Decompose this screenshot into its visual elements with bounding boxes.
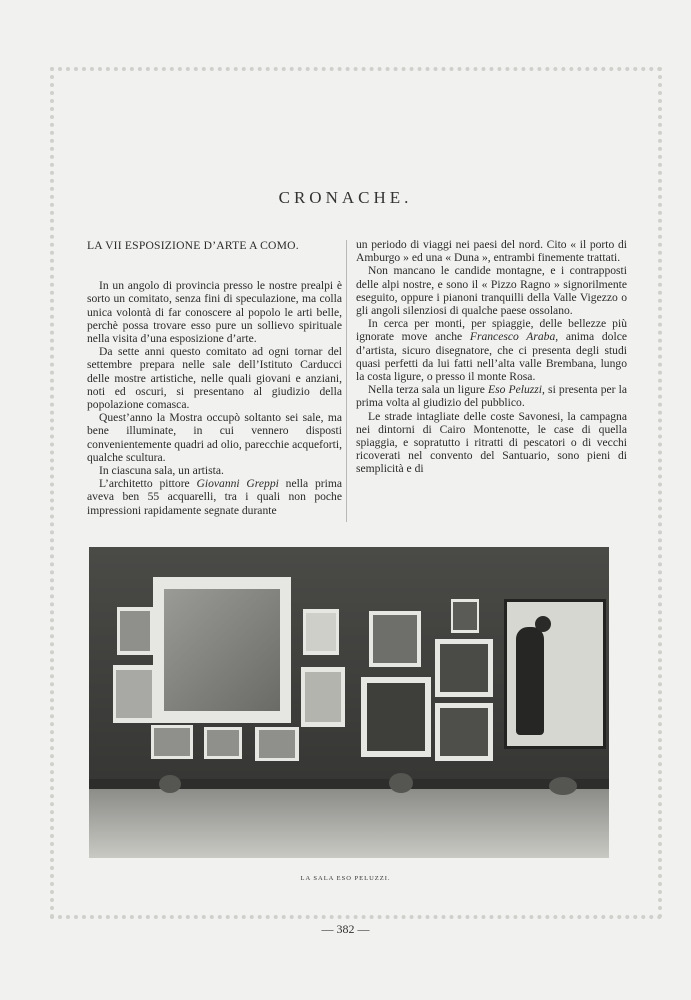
text-span: nella prima aveva ben 55 acquarelli, tra i quali non poche impressioni rapidamente segnate durante [87,477,343,517]
painting-large [153,577,291,723]
left-paragraph-3: Quest’anno la Mostra occupò soltanto sei sale, ma bene illuminate, in cui vennero disposti convenientemente quadri ad olio, parecchie acqueforti, qualche scultura. [87,411,342,464]
photo-figure-head [535,616,551,632]
right-paragraph-2: Non mancano le candide montagne, e i contrapposti delle alpi nostre, e sono il « Pizzo Ragno » signorilmente eseguito, oppure i pianoni tranquilli della Valle Vigezzo o gli angoli silenziosi di qualche paese ossolano. [356,264,627,318]
text-span: L’architetto pittore [99,477,197,491]
photo-figure [516,627,544,735]
right-paragraph-5: Le strade intagliate delle coste Savonesi, la campagna nei dintorni di Cairo Montenotte, le case di quella spiaggia, e sopratutto i ritratti di pescatori o di vecchi ricoverati nel convento del Santuario, sono pieni di semplicità e di [356,409,627,476]
portrait-painting [369,611,421,667]
photo-plant [159,775,181,793]
photo-floor [89,787,609,858]
left-paragraph-1: In un angolo di provincia presso le nostre prealpi è sorto un comitato, senza fini di speculazione, ma colla unica volontà di far conoscere al popolo le arti belle, perchè possa trovare esso pure un sollievo spirituale nella visita d’una esposizione d’arte. [87,279,342,346]
portrait-painting [435,639,493,697]
right-paragraph-4 [356,383,627,409]
section-title: CRONACHE. [278,188,413,207]
portrait-painting [451,599,479,633]
photo-plant [549,777,577,795]
text-span: In cerca per monti, per spiaggie, delle bellezze più ignorate move anche [356,317,627,344]
right-column [356,238,627,476]
artist-name: Eso Peluzzi [487,383,543,397]
left-paragraph-5 [87,477,342,517]
page-number: — 382 — [321,922,370,936]
exhibition-photograph [89,547,609,858]
painting-small [151,725,193,759]
painting-small [303,609,339,655]
text-span: , anima dolce d’artista, sicuro disegnatore, che ci presenta degli studi quasi perfetti da lui fatti nell’alta valle Brembana, lungo la costa ligure, o presso il monte Rosa. [356,330,627,384]
right-paragraph-3 [356,317,627,383]
photo-plant [389,773,413,793]
right-paragraph-1: un periodo di viaggi nei paesi del nord. Cito « il porto di Amburgo » ed una « Duna », entrambi finemente trattati. [356,238,627,265]
left-paragraph-4: In ciascuna sala, un artista. [99,464,224,478]
painting-small [204,727,242,759]
painting-small [117,607,153,655]
left-paragraph-2: Da sette anni questo comitato ad ogni tornar del settembre prepara nelle sale dell’Istituto Carducci delle mostre artistiche, nelle quali giovani e anziani, noti ed oscuri, si presentano al giudizio della popolazione comasca. [87,345,342,412]
artist-name: Francesco Araba [469,330,556,344]
painting-small [301,667,345,727]
photo-caption: LA SALA ESO PELUZZI. [300,875,391,882]
article-heading: LA VII ESPOSIZIONE D’ARTE A COMO. [87,239,299,252]
text-span: , si presenta per la prima volta al giudizio del pubblico. [356,383,627,410]
artist-name: Giovanni Greppi [196,477,279,491]
portrait-painting [361,677,431,757]
portrait-painting [435,703,493,761]
left-column [87,238,342,517]
column-divider [346,240,347,522]
text-span: Nella terza sala un ligure [368,383,488,397]
painting-small [113,665,155,723]
painting-small [255,727,299,761]
